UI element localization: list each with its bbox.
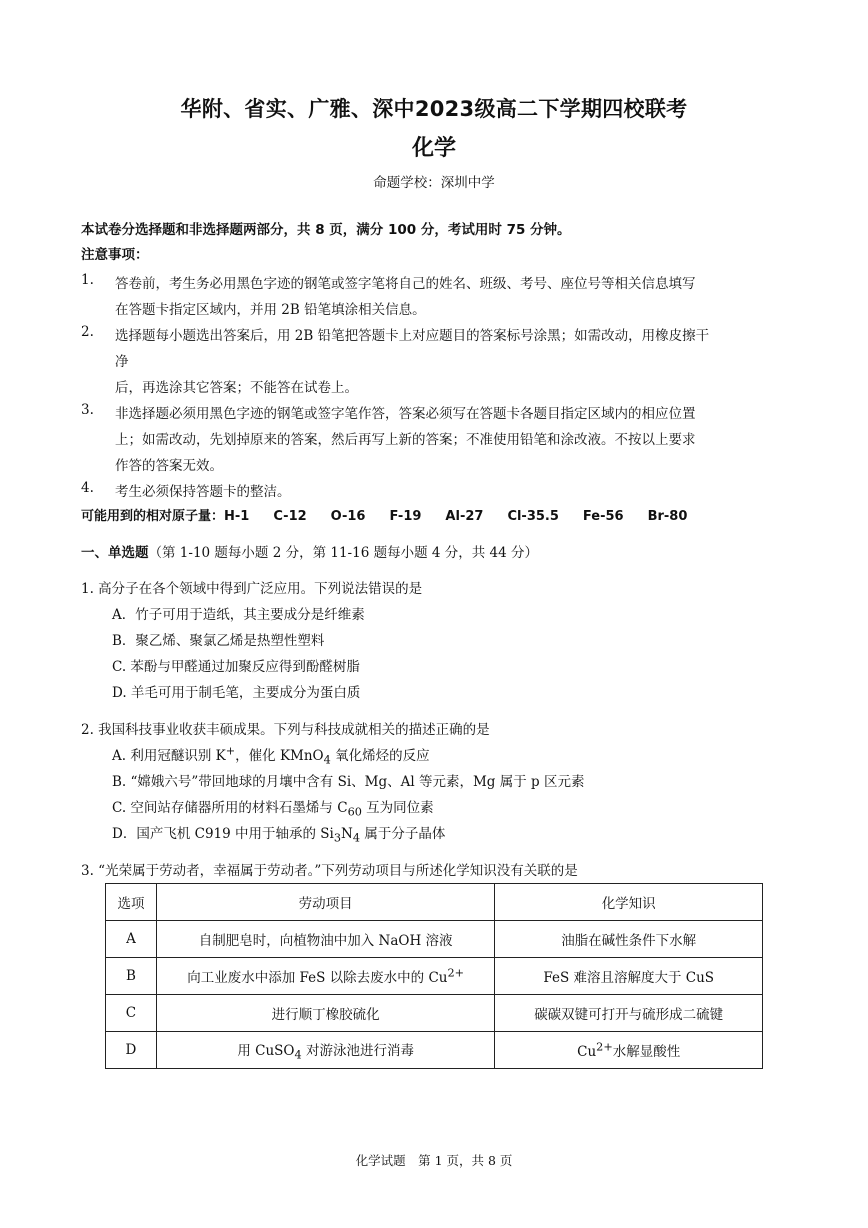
table-cell-option: D xyxy=(106,1032,157,1069)
mass-item: F-19 xyxy=(389,509,422,524)
mass-item: C-12 xyxy=(273,509,307,524)
note-number: 2. xyxy=(81,324,94,340)
note-line: 答卷前，考生务必用黑色字迹的钢笔或签字笔将自己的姓名、班级、考号、座位号等相关信息填写 xyxy=(115,276,696,292)
mass-item: Fe-56 xyxy=(582,509,624,524)
page-footer: 化学试题 第 1 页，共 8 页 xyxy=(355,1153,513,1168)
mass-item: Al-27 xyxy=(445,509,484,524)
table-cell-option: A xyxy=(106,921,157,958)
question-2-stem: 2. 我国科技事业收获丰硕成果。下列与科技成就相关的描述正确的是 xyxy=(81,722,490,738)
table-cell-labor: 进行顺丁橡胶硫化 xyxy=(156,995,494,1032)
table-cell-labor: 向工业废水中添加 FeS 以除去废水中的 $Cu^{2+}$ xyxy=(156,958,494,995)
note-line: 在答题卡指定区域内，并用 2B 铅笔填涂相关信息。 xyxy=(115,302,426,318)
section-note: （第 1-10 题每小题 2 分，第 11-16 题每小题 4 分，共 44 分） xyxy=(148,545,539,561)
section-title: 一、单选题 xyxy=(81,545,149,561)
table-row xyxy=(106,958,763,995)
table-row xyxy=(106,921,763,958)
note-number: 4. xyxy=(81,480,94,496)
note-line: 后，再选涂其它答案；不能答在试卷上。 xyxy=(115,380,358,396)
table-header-row xyxy=(106,884,763,921)
note-line: 考生必须保持答题卡的整洁。 xyxy=(115,484,291,500)
table-cell-option: B xyxy=(106,958,157,995)
table-cell-knowledge: $Cu^{2+}$水解显酸性 xyxy=(495,1032,763,1069)
question-2-option-b: B. “嫦娥六号”带回地球的月壤中含有 Si、Mg、Al 等元素，Mg 属于 p 区元素 xyxy=(112,774,585,790)
setter-school: 命题学校：深圳中学 xyxy=(373,175,495,191)
subject-title: 化学 xyxy=(411,136,456,161)
atomic-masses xyxy=(81,505,711,524)
table-cell-labor: 自制肥皂时，向植物油中加入 NaOH 溶液 xyxy=(156,921,494,958)
table-cell-option: C xyxy=(106,995,157,1032)
question-3-table xyxy=(105,883,763,1069)
table-header-cell: 选项 xyxy=(106,884,157,921)
question-1-option-a: A．竹子可用于造纸，其主要成分是纤维素 xyxy=(112,607,365,623)
table-row xyxy=(106,1032,763,1069)
table-cell-labor: 用 CuSO$_4$ 对游泳池进行消毒 xyxy=(156,1032,494,1069)
note-number: 3. xyxy=(81,402,94,418)
mass-item: Br-80 xyxy=(647,509,688,524)
note-line: 选择题每小题选出答案后，用 2B 铅笔把答题卡上对应题目的答案标号涂黑；如需改动，用橡皮擦干 xyxy=(115,328,710,344)
table-header-cell: 化学知识 xyxy=(495,884,763,921)
masses-label: 可能用到的相对原子量： xyxy=(81,509,225,524)
table-cell-knowledge: 油脂在碱性条件下水解 xyxy=(495,921,763,958)
notes-heading: 注意事项： xyxy=(81,247,149,263)
note-line: 非选择题必须用黑色字迹的钢笔或签字笔作答，答案必须写在答题卡各题目指定区域内的相应位置 xyxy=(115,406,696,422)
question-2-option-a: A. 利用冠醚识别 K+，催化 KMnO$_4$ 氧化烯烃的反应 xyxy=(112,744,430,767)
exam-title: 华附、省实、广雅、深中2023级高二下学期四校联考 xyxy=(180,97,688,121)
question-1-stem: 1. 高分子在各个领域中得到广泛应用。下列说法错误的是 xyxy=(81,581,423,597)
note-number: 1. xyxy=(81,272,94,288)
question-1-option-b: B．聚乙烯、聚氯乙烯是热塑性塑料 xyxy=(112,633,325,649)
mass-item: Cl-35.5 xyxy=(507,509,559,524)
note-line: 净 xyxy=(115,354,129,370)
question-2-option-c: C. 空间站存储器所用的材料石墨烯与 $C_{60}$ 互为同位素 xyxy=(112,800,434,819)
question-3-stem: 3. “光荣属于劳动者，幸福属于劳动者。”下列劳动项目与所述化学知识没有关联的是 xyxy=(81,863,578,879)
mass-item: H-1 xyxy=(224,509,250,524)
exam-intro: 本试卷分选择题和非选择题两部分，共 8 页，满分 100 分，考试用时 75 分钟。 xyxy=(81,222,571,238)
question-1-option-d: D. 羊毛可用于制毛笔，主要成分为蛋白质 xyxy=(112,685,361,701)
note-line: 上；如需改动，先划掉原来的答案，然后再写上新的答案；不准使用铅笔和涂改液。不按以上要求 xyxy=(115,432,696,448)
section-heading xyxy=(81,541,538,561)
mass-item: O-16 xyxy=(330,509,366,524)
note-line: 作答的答案无效。 xyxy=(115,458,223,474)
question-1-option-c: C. 苯酚与甲醛通过加聚反应得到酚醛树脂 xyxy=(112,659,360,675)
table-row xyxy=(106,995,763,1032)
question-2-option-d: D．国产飞机 C919 中用于轴承的 $Si_3N_4$ 属于分子晶体 xyxy=(112,826,446,845)
table-cell-knowledge: FeS 难溶且溶解度大于 CuS xyxy=(495,958,763,995)
table-header-cell: 劳动项目 xyxy=(156,884,494,921)
table-cell-knowledge: 碳碳双键可打开与硫形成二硫键 xyxy=(495,995,763,1032)
